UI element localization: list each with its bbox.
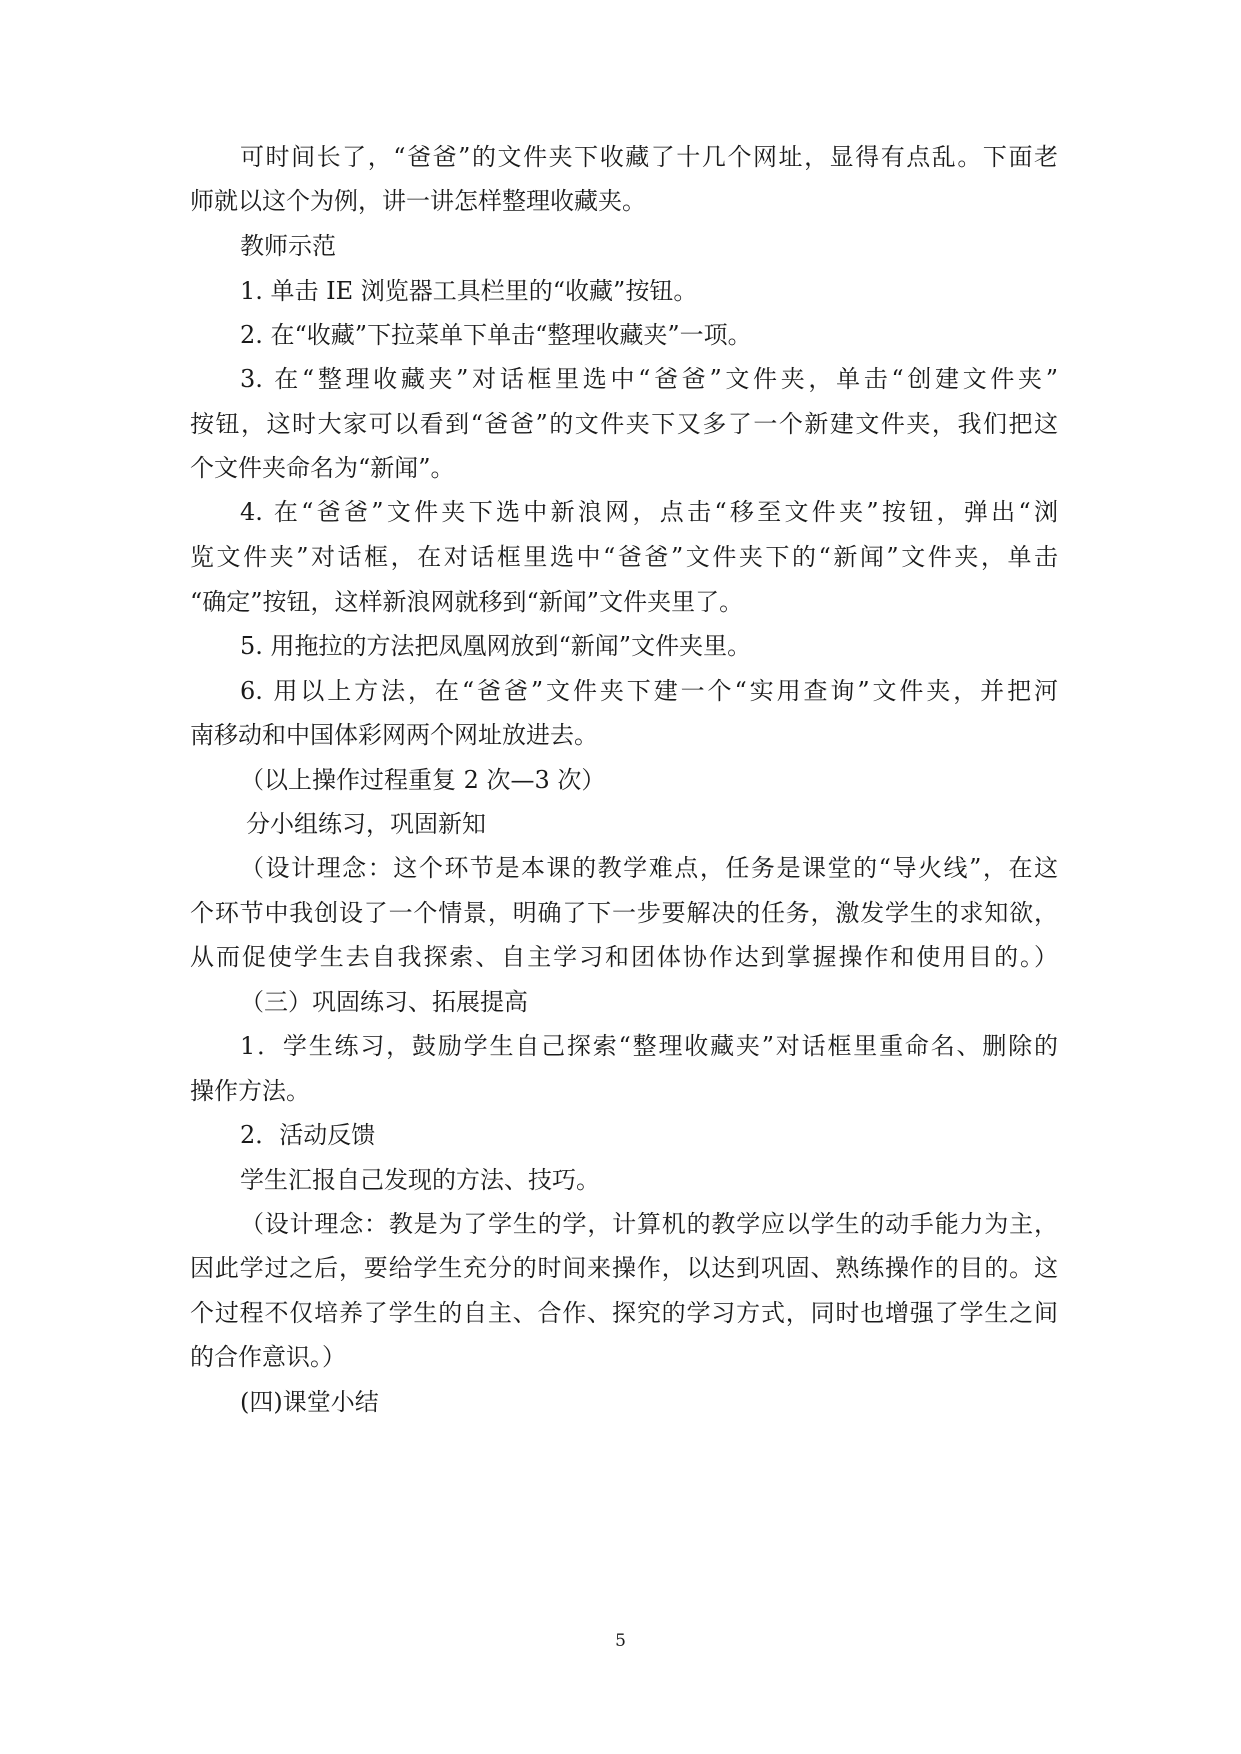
note-line: （以上操作过程重复 2 次—3 次）: [240, 766, 606, 794]
design-note-line: 因此学过之后，要给学生充分的时间来操作，以达到巩固、熟练操作的目的。这: [190, 1254, 1058, 1282]
step-line: 览文件夹”对话框，在对话框里选中“爸爸”文件夹下的“新闻”文件夹，单击: [190, 543, 1058, 571]
design-note-line: 的合作意识。）: [190, 1343, 346, 1371]
design-note-line: （设计理念：教是为了学生的学，计算机的教学应以学生的动手能力为主，: [240, 1210, 1058, 1238]
page-number: 5: [615, 1631, 626, 1651]
design-note-line: （设计理念：这个环节是本课的教学难点，任务是课堂的“导火线”，在这: [240, 854, 1058, 882]
step-line: 南移动和中国体彩网两个网址放进去。: [190, 721, 598, 749]
step-line: “确定”按钮，这样新浪网就移到“新闻”文件夹里了。: [190, 588, 744, 616]
step-line: 按钮，这时大家可以看到“爸爸”的文件夹下又多了一个新建文件夹，我们把这: [190, 410, 1058, 438]
paragraph-line: 可时间长了，“爸爸”的文件夹下收藏了十几个网址，显得有点乱。下面老: [240, 143, 1058, 171]
section-heading: (四)课堂小结: [240, 1388, 379, 1416]
design-note-line: 个过程不仅培养了学生的自主、合作、探究的学习方式，同时也增强了学生之间: [190, 1299, 1058, 1327]
step-line: 5. 用拖拉的方法把凤凰网放到“新闻”文件夹里。: [240, 632, 752, 660]
section-label: 教师示范: [240, 232, 336, 260]
design-note-line: 从而促使学生去自我探索、自主学习和团体协作达到掌握操作和使用目的。）: [190, 943, 1058, 971]
paragraph-line: 学生汇报自己发现的方法、技巧。: [240, 1166, 600, 1194]
step-line: 2. 在“收藏”下拉菜单下单击“整理收藏夹”一项。: [240, 321, 752, 349]
paragraph-line: 操作方法。: [190, 1077, 310, 1105]
step-line: 6. 用以上方法，在“爸爸”文件夹下建一个“实用查询”文件夹，并把河: [240, 677, 1058, 705]
step-line: 个文件夹命名为“新闻”。: [190, 454, 455, 482]
step-line: 3. 在“整理收藏夹”对话框里选中“爸爸”文件夹，单击“创建文件夹”: [240, 365, 1058, 393]
paragraph-line: 师就以这个为例，讲一讲怎样整理收藏夹。: [190, 187, 646, 215]
section-heading: （三）巩固练习、拓展提高: [240, 988, 528, 1016]
step-line: 1. 单击 IE 浏览器工具栏里的“收藏”按钮。: [240, 277, 698, 305]
paragraph-line: 1．学生练习，鼓励学生自己探索“整理收藏夹”对话框里重命名、删除的: [240, 1032, 1058, 1060]
section-label: 分小组练习，巩固新知: [246, 810, 486, 838]
paragraph-line: 2．活动反馈: [240, 1121, 376, 1149]
step-line: 4. 在“爸爸”文件夹下选中新浪网，点击“移至文件夹”按钮，弹出“浏: [240, 498, 1058, 526]
design-note-line: 个环节中我创设了一个情景，明确了下一步要解决的任务，激发学生的求知欲，: [190, 899, 1058, 927]
